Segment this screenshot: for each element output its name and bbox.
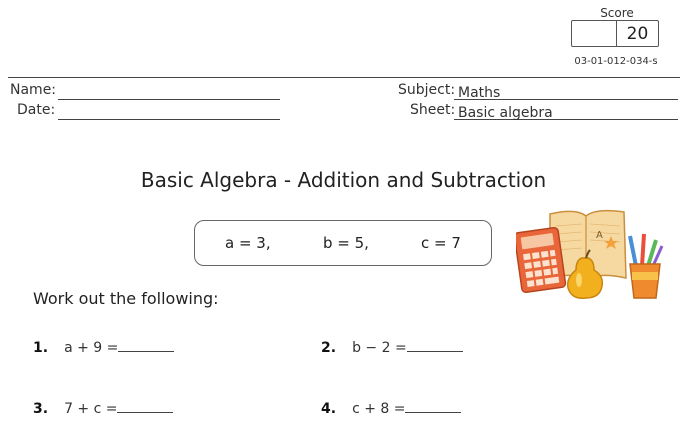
name-field[interactable]: [58, 82, 280, 100]
sheet-field: [454, 102, 678, 120]
date-field[interactable]: [58, 102, 280, 120]
variable-c: c = 7: [421, 234, 461, 252]
variable-a: a = 3,: [225, 234, 271, 252]
question-2: [321, 339, 463, 356]
sheet-label: Sheet:: [410, 102, 456, 118]
answer-blank[interactable]: [407, 339, 463, 352]
score-total: 20: [626, 23, 649, 44]
question-number: 2.: [321, 340, 337, 356]
sheet-value: Basic algebra: [458, 105, 553, 121]
variable-b: b = 5,: [323, 234, 369, 252]
instruction-text: Work out the following:: [33, 289, 219, 308]
question-expression: b − 2 =: [352, 340, 407, 356]
date-label: Date:: [17, 102, 56, 118]
calculator-icon: [516, 227, 566, 293]
question-expression: a + 9 =: [64, 340, 119, 356]
score-earned-cell[interactable]: [572, 21, 617, 46]
question-expression: 7 + c =: [64, 401, 118, 417]
sheet-code: 03-01-012-034-s: [574, 56, 658, 67]
question-4: [321, 400, 461, 417]
question-1: [33, 339, 174, 356]
worksheet-title: Basic Algebra - Addition and Subtraction: [140, 168, 547, 192]
question-number: 4.: [321, 401, 337, 417]
score-label: Score: [600, 6, 634, 20]
pencil-cup-icon: [630, 234, 662, 298]
svg-text:A: A: [596, 230, 603, 241]
question-number: 1.: [33, 340, 49, 356]
question-number: 3.: [33, 401, 49, 417]
name-label: Name:: [10, 82, 57, 98]
school-supplies-illustration: [516, 208, 666, 303]
subject-value: Maths: [458, 85, 501, 101]
subject-label: Subject:: [398, 82, 456, 98]
answer-blank[interactable]: [117, 400, 173, 413]
header-divider: [8, 77, 680, 78]
answer-blank[interactable]: [405, 400, 461, 413]
question-expression: c + 8 =: [352, 401, 406, 417]
answer-blank[interactable]: [118, 339, 174, 352]
subject-field: [454, 82, 678, 100]
question-3: [33, 400, 173, 417]
score-box: [571, 20, 659, 47]
variables-box: [194, 220, 492, 266]
